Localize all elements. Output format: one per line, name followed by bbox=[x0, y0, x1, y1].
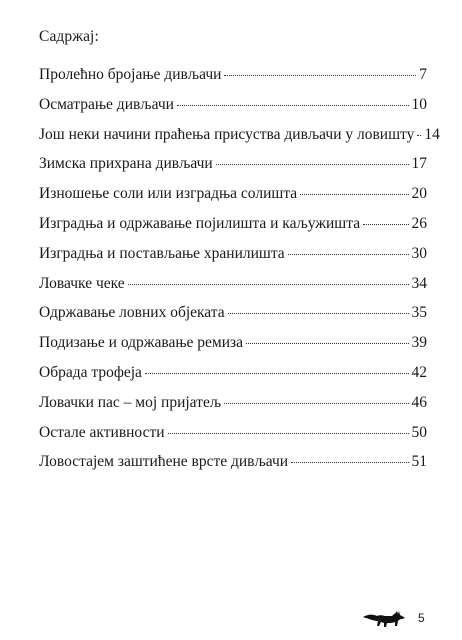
toc-entry[interactable] bbox=[39, 275, 427, 305]
table-of-contents bbox=[39, 66, 440, 483]
toc-entry[interactable] bbox=[39, 125, 440, 156]
toc-entry-page: 10 bbox=[411, 95, 427, 113]
toc-entry-page: 20 bbox=[411, 185, 427, 203]
toc-entry-title: Ловачки пас – мој пријатељ bbox=[39, 393, 222, 411]
dot-leader bbox=[417, 134, 421, 136]
toc-entry-title: Пролећно бројање дивљачи bbox=[39, 66, 222, 83]
toc-entry-page: 35 bbox=[411, 304, 427, 322]
dot-leader bbox=[177, 104, 409, 106]
toc-entry[interactable] bbox=[39, 155, 427, 185]
dot-leader bbox=[168, 432, 409, 434]
toc-entry-page: 50 bbox=[411, 423, 427, 441]
toc-entry-page: 51 bbox=[411, 453, 427, 471]
toc-entry-title: Изградња и одржавање појилишта и каљужишта bbox=[39, 214, 361, 232]
toc-entry-title: Остале активности bbox=[39, 423, 165, 441]
toc-heading: Садржај: bbox=[39, 28, 99, 45]
page-footer bbox=[362, 608, 432, 630]
toc-entry-page: 7 bbox=[419, 66, 427, 83]
toc-entry[interactable] bbox=[39, 66, 427, 96]
dot-leader bbox=[145, 372, 409, 374]
toc-entry-title: Изградња и постављање хранилишта bbox=[39, 244, 285, 262]
toc-entry[interactable] bbox=[39, 424, 427, 454]
toc-entry-page: 46 bbox=[411, 393, 427, 411]
toc-entry-title: Зимска прихрана дивљачи bbox=[39, 155, 213, 173]
toc-entry-title: Подизање и одржавање ремиза bbox=[39, 334, 244, 352]
dot-leader bbox=[288, 253, 409, 255]
dot-leader bbox=[228, 312, 409, 314]
toc-entry-page: 26 bbox=[411, 214, 427, 232]
dot-leader bbox=[363, 223, 408, 225]
dot-leader bbox=[128, 283, 409, 285]
toc-entry-page: 42 bbox=[411, 363, 427, 381]
toc-entry-page: 30 bbox=[411, 244, 427, 262]
toc-entry-page: 39 bbox=[411, 334, 427, 352]
toc-entry[interactable] bbox=[39, 185, 427, 215]
toc-entry-page: 14 bbox=[424, 125, 440, 143]
page-number: 5 bbox=[418, 611, 425, 625]
toc-entry[interactable] bbox=[39, 334, 427, 364]
toc-entry[interactable] bbox=[39, 453, 427, 483]
dot-leader bbox=[224, 402, 408, 404]
dot-leader bbox=[300, 193, 408, 195]
dot-leader bbox=[291, 461, 408, 463]
dot-leader bbox=[224, 74, 416, 76]
toc-entry-page: 17 bbox=[411, 155, 427, 173]
toc-entry-title: Осматрање дивљачи bbox=[39, 95, 174, 113]
toc-entry[interactable] bbox=[39, 394, 427, 424]
dot-leader bbox=[216, 163, 409, 165]
fox-icon bbox=[362, 608, 406, 630]
dot-leader bbox=[246, 342, 408, 344]
toc-entry[interactable] bbox=[39, 304, 427, 334]
toc-entry-title: Ловостајем заштићене врсте дивљачи bbox=[39, 453, 289, 471]
toc-entry-title: Изношење соли или изградња солишта bbox=[39, 185, 298, 203]
toc-entry[interactable] bbox=[39, 215, 427, 245]
toc-entry[interactable] bbox=[39, 96, 427, 126]
toc-entry[interactable] bbox=[39, 364, 427, 394]
toc-entry-title: Још неки начини праћења присуства дивљачи у ловишту bbox=[39, 125, 415, 143]
toc-entry-page: 34 bbox=[411, 274, 427, 292]
toc-entry-title: Одржавање ловних објеката bbox=[39, 304, 225, 322]
toc-entry-title: Обрада трофеја bbox=[39, 363, 142, 381]
toc-entry[interactable] bbox=[39, 245, 427, 275]
toc-entry-title: Ловачке чеке bbox=[39, 274, 125, 292]
